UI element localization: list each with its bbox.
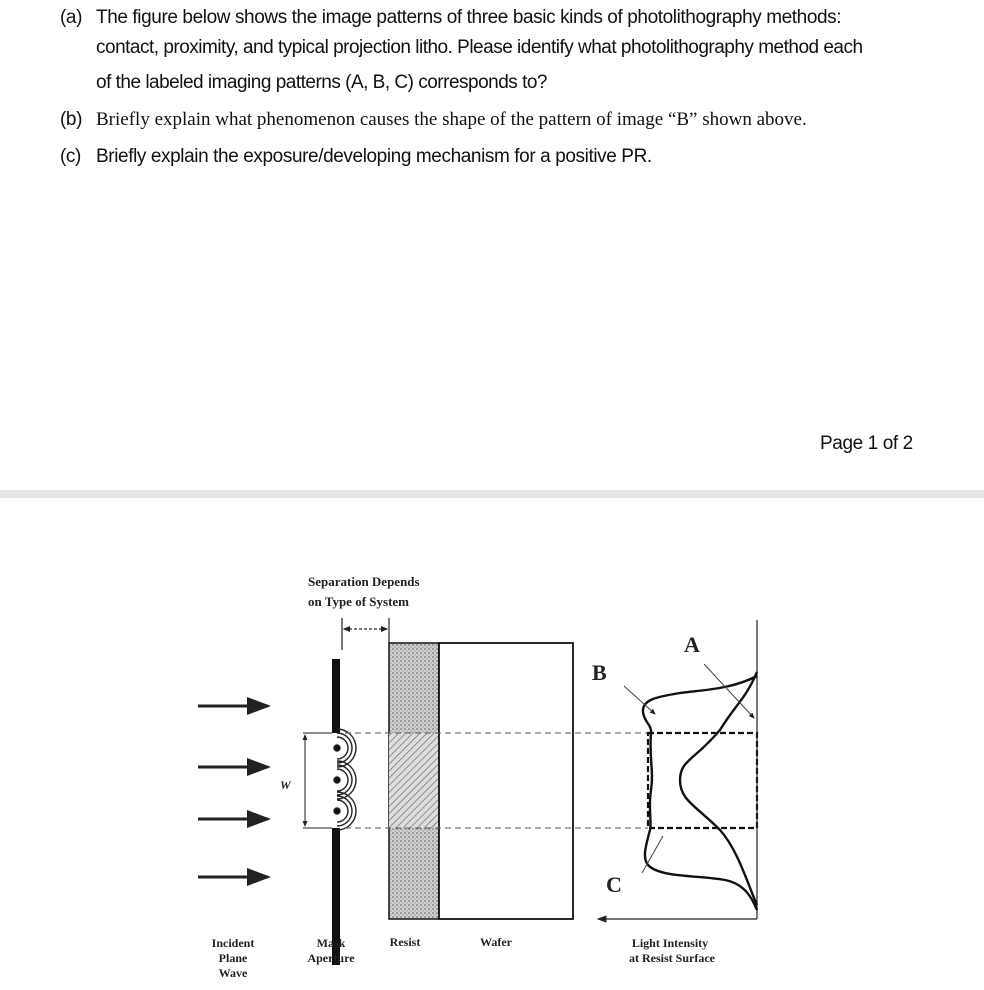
question-text: Briefly explain what phenomenon causes the shape of the pattern of image “B” shown above.: [96, 109, 807, 130]
width-label: W: [280, 778, 291, 792]
mask-label-1: Mask: [316, 936, 346, 950]
curve-b: [643, 676, 757, 910]
incident-label-2: Plane: [218, 951, 248, 965]
wafer-label: Wafer: [480, 935, 512, 949]
resist-label: Resist: [389, 935, 421, 949]
label-c: C: [606, 872, 622, 897]
separation-dimension: [342, 618, 389, 650]
question-label: (a): [60, 7, 83, 28]
question-label: (b): [60, 109, 83, 130]
question-text: The figure below shows the image patterns of three basic kinds of photolithography methods:: [96, 7, 842, 28]
question-a-line-3: of the labeled imaging patterns (A, B, C) corresponds to?: [96, 72, 547, 93]
separation-label-line-2: on Type of System: [308, 594, 409, 609]
incident-label-1: Incident: [211, 936, 255, 950]
question-a-line-2: contact, proximity, and typical projection litho. Please identify what photolithography method each: [96, 37, 863, 58]
huygens-wavelets: [334, 729, 356, 830]
exposed-resist-region: [389, 733, 439, 828]
wafer: [439, 643, 573, 919]
question-text: Briefly explain the exposure/developing mechanism for a positive PR.: [96, 146, 652, 167]
mask-label-2: Aperture: [307, 951, 355, 965]
label-a: A: [684, 632, 700, 657]
page-indicator: Page 1 of 2: [820, 433, 913, 454]
intensity-label-2: at Resist Surface: [629, 951, 715, 965]
curve-a: [680, 672, 757, 905]
separation-label-line-1: Separation Depends: [308, 574, 420, 589]
incident-wave-arrows: [198, 706, 268, 877]
width-dimension: [303, 733, 332, 828]
incident-label-3: Wave: [218, 966, 248, 980]
intensity-label-1: Light Intensity: [631, 936, 709, 950]
label-b: B: [592, 660, 607, 685]
question-label: (c): [60, 146, 81, 167]
